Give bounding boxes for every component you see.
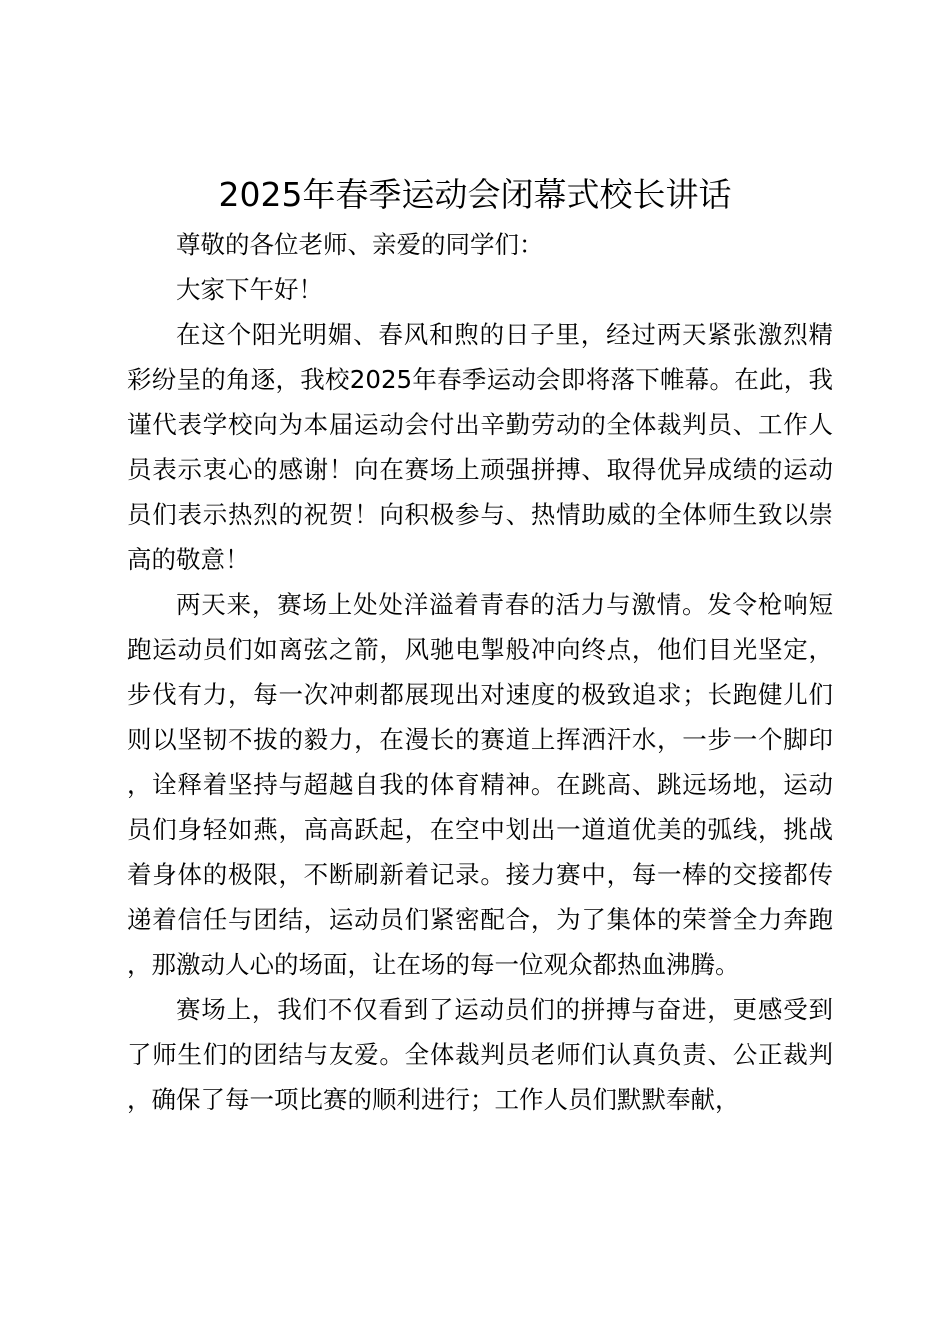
salutation: 尊敬的各位老师、亲爱的同学们： [176,230,544,259]
document-title: 2025年春季运动会闭幕式校长讲话 [218,175,732,214]
body-paragraph: 两天来，赛场上处处洋溢着青春的活力与激情。发令枪响短跑运动员们如离弦之箭，风驰电掣般冲向终点，他们目光坚定，步伐有力，每一次冲刺都展现出对速度的极致追求；长跑健儿们则以坚韧不拔的毅力，在漫长的赛道上挥洒汗水，一步一个脚印，诠释着坚持与超越自我的体育精神。在跳高、跳远场地，运动员们身轻如燕，高高跃起，在空中划出一道道优美的弧线，挑战着身体的极限，不断刷新着记录。接力赛中，每一棒的交接都传递着信任与团结，运动员们紧密配合，为了集体的荣誉全力奔跑，那激动人心的场面，让在场的每一位观众都热血沸腾。 [127,590,833,979]
body-paragraph: 在这个阳光明媚、春风和煦的日子里，经过两天紧张激烈精彩纷呈的角逐，我校2025年春季运动会即将落下帷幕。在此，我谨代表学校向为本届运动会付出辛勤劳动的全体裁判员、工作人员表示衷心的感谢！向在赛场上顽强拼搏、取得优异成绩的运动员们表示热烈的祝贺！向积极参与、热情助威的全体师生致以崇高的敬意！ [127,320,833,574]
document-body [127,222,833,1122]
greeting: 大家下午好！ [176,275,323,304]
body-paragraph: 赛场上，我们不仅看到了运动员们的拼搏与奋进，更感受到了师生们的团结与友爱。全体裁判员老师们认真负责、公正裁判，确保了每一项比赛的顺利进行；工作人员们默默奉献， [127,995,833,1114]
